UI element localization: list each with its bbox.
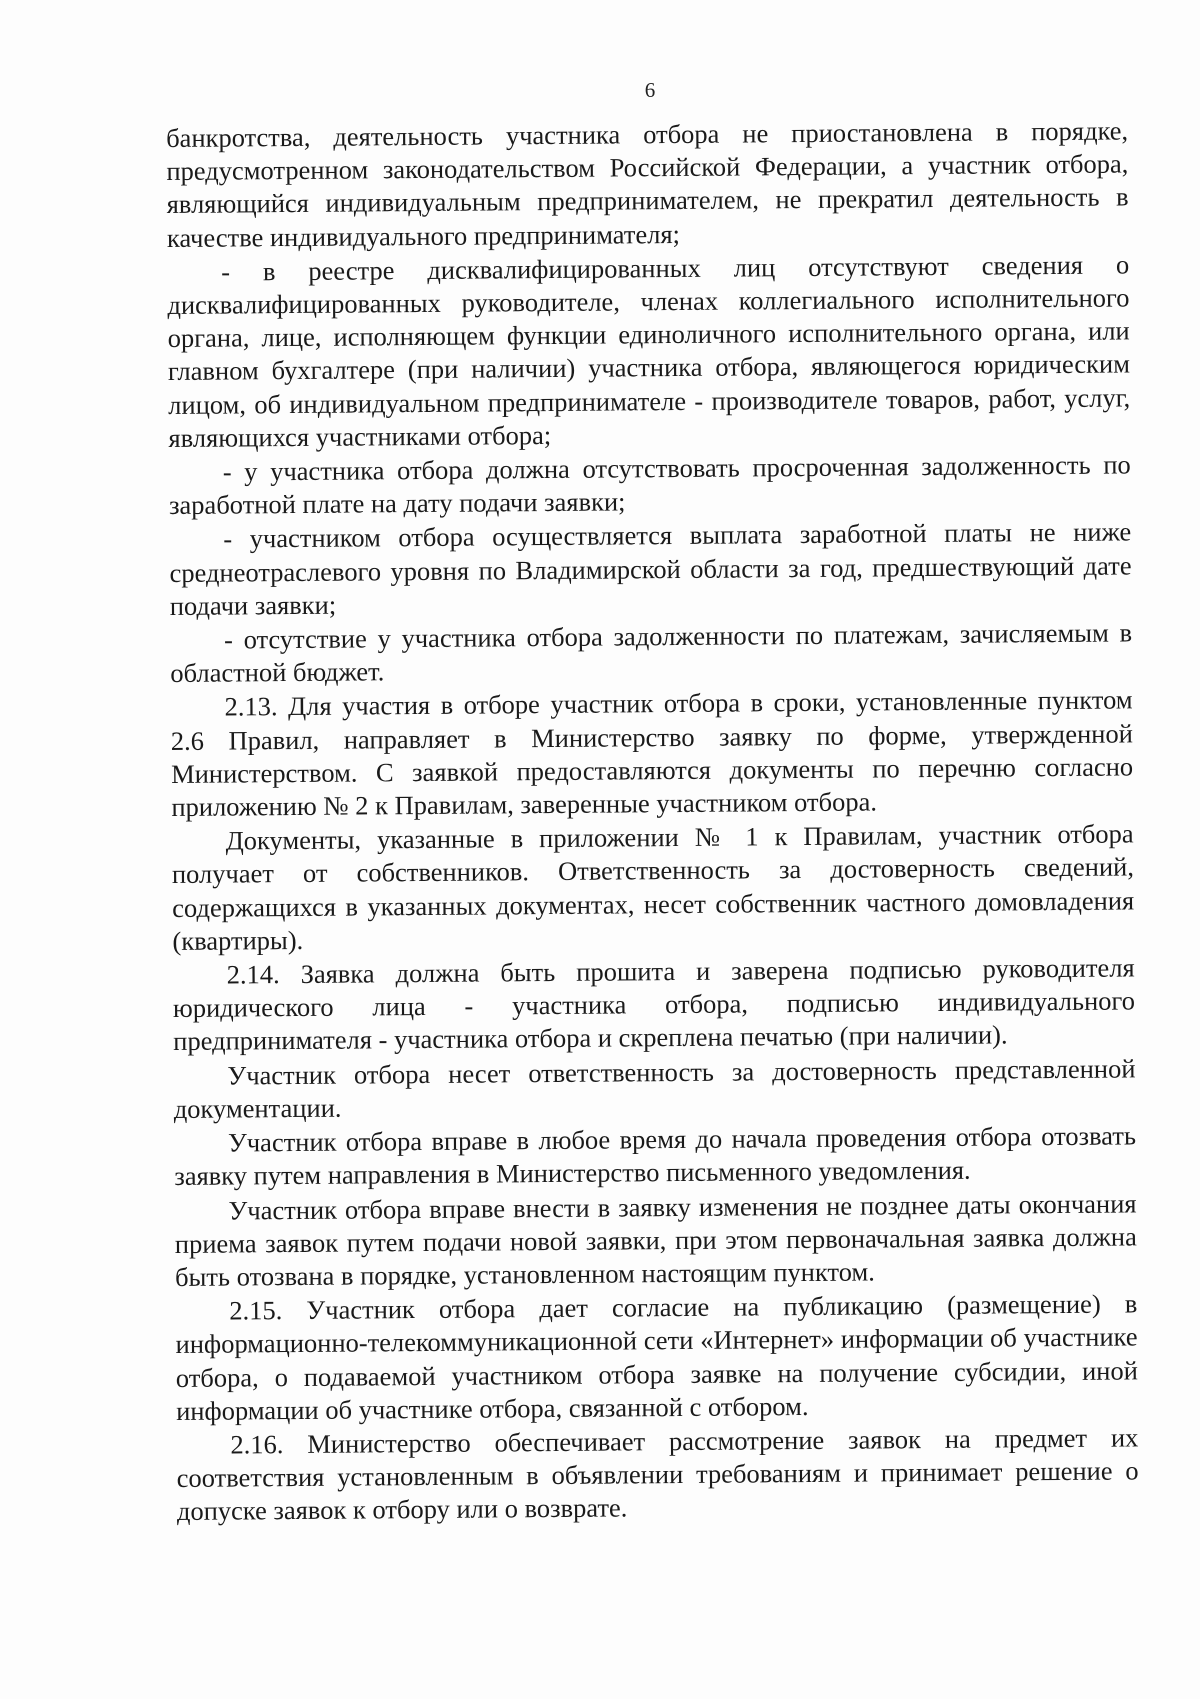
document-body <box>166 114 1139 1528</box>
paragraph-2-16: 2.16. Министерство обеспечивает рассмотрение заявок на предмет их соответствия установленным в объявлении требованиям и принимает решение о допуске заявок к отбору или о возврате. <box>176 1422 1139 1527</box>
paragraph-budget-debt: - отсутствие у участника отбора задолженности по платежам, зачисляемым в областной бюджет. <box>170 617 1133 689</box>
paragraph-disqualified-registry: - в реестре дисквалифицированных лиц отсутствуют сведения о дисквалифицированных руководителе, членах коллегиального исполнительного органа, лице, исполняющем функции единоличного исполнительного органа, или главном бухгалтере (при наличии) участника отбора, являющегося юридическим лицом, об индивидуальном предпринимателе - производителе товаров, работ, услуг, являющихся участниками отбора; <box>167 249 1131 453</box>
page-number: 6 <box>644 78 656 102</box>
paragraph-wage-arrears: - у участника отбора должна отсутствовать просроченная задолженность по заработной плате на дату подачи заявки; <box>168 449 1131 521</box>
paragraph-responsibility: Участник отбора несет ответственность за достоверность представленной документации. <box>173 1053 1136 1124</box>
paragraph-2-15: 2.15. Участник отбора дает согласие на публикацию (размещение) в информационно-телекоммуникационной сети «Интернет» информации об участнике отбора, о подаваемой участником отбора заявке на получение субсидии, иной информации об участнике отбора, связанной с отбором. <box>175 1288 1138 1426</box>
paragraph-withdraw-application: Участник отбора вправе в любое время до начала проведения отбора отозвать заявку путем направления в Министерство письменного уведомления. <box>174 1120 1137 1192</box>
paragraph-2-13: 2.13. Для участия в отборе участник отбора в сроки, установленные пунктом 2.6 Правил, направляет в Министерство заявку по форме, утвержденной Министерством. С заявкой предоставляются документы по перечню согласно приложению № 2 к Правилам, заверенные участником отбора. <box>170 684 1134 823</box>
paragraph-bankruptcy-continuation: банкротства, деятельность участника отбора не приостановлена в порядке, предусмотренном законодательством Российской Федерации, а участник отбора, являющийся индивидуальным предпринимателем, не прекратил деятельность в качестве индивидуального предпринимателя; <box>166 115 1129 253</box>
paragraph-amend-application: Участник отбора вправе внести в заявку изменения не позднее даты окончания приема заявок путем подачи новой заявки, при этом первоначальная заявка должна быть отозвана в порядке, установленном настоящим пунктом. <box>174 1187 1137 1292</box>
paragraph-owner-documents: Документы, указанные в приложении № 1 к Правилам, участник отбора получает от собственников. Ответственность за достоверность сведений, содержащихся в указанных документах, несет собственник частного домовладения (квартиры). <box>171 818 1135 956</box>
paragraph-average-wage: - участником отбора осуществляется выплата заработной платы не ниже среднеотраслевого уровня по Владимирской области за год, предшествующий дате подачи заявки; <box>169 516 1132 621</box>
paragraph-2-14: 2.14. Заявка должна быть прошита и заверена подписью руководителя юридического лица - участника отбора, подписью индивидуального предпринимателя - участника отбора и скреплена печатью (при наличии). <box>172 952 1136 1057</box>
